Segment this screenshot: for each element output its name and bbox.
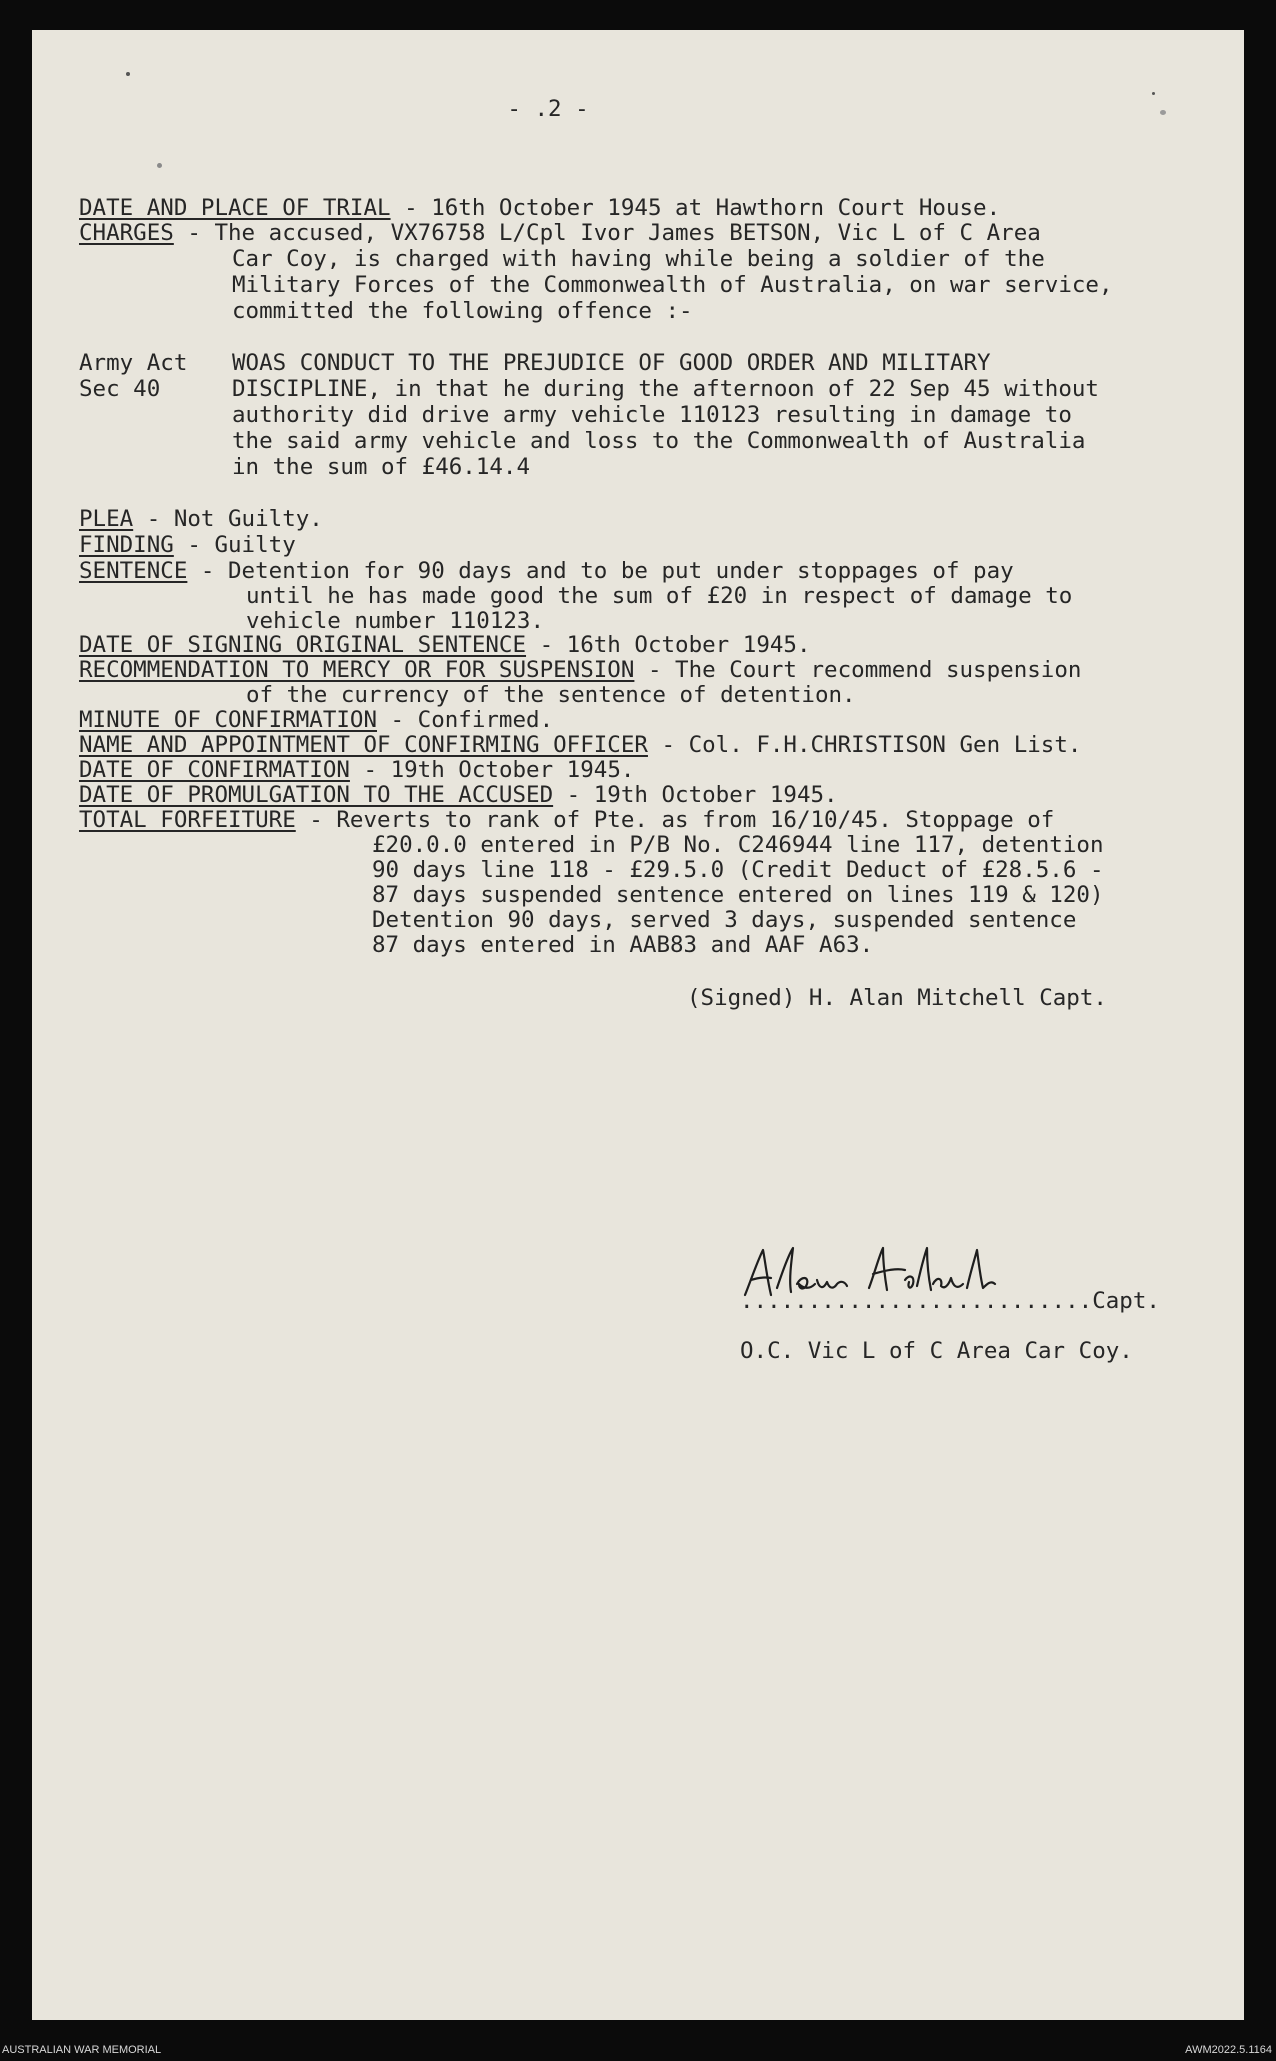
offence-line: in the sum of £46.14.4	[232, 454, 531, 480]
finding-row	[79, 532, 296, 558]
forfeiture-line: Detention 90 days, served 3 days, suspended sentence	[372, 907, 1077, 933]
signature-dots-capt: ..........................Capt.	[740, 1288, 1160, 1314]
recommendation-row	[79, 657, 1081, 683]
promulgation-row	[79, 782, 838, 808]
paper-speck	[1152, 92, 1155, 95]
army-act-label: Army Act	[79, 350, 188, 376]
paper-speck	[157, 163, 162, 168]
promulgation-text: - 19th October 1945.	[553, 782, 838, 808]
signing-text: - 16th October 1945.	[526, 632, 811, 658]
trial-label: DATE AND PLACE OF TRIAL	[79, 195, 391, 221]
offence-line: DISCIPLINE, in that he during the afternoon of 22 Sep 45 without	[232, 376, 1099, 402]
sentence-label: SENTENCE	[79, 558, 188, 584]
plea-label: PLEA	[79, 506, 134, 532]
trial-text: - 16th October 1945 at Hawthorn Court House.	[390, 195, 1001, 221]
finding-text: - Guilty	[173, 532, 296, 558]
finding-label: FINDING	[79, 532, 174, 558]
page-number: - .2 -	[507, 96, 589, 122]
signing-label: DATE OF SIGNING ORIGINAL SENTENCE	[79, 632, 527, 658]
plea-row	[79, 506, 323, 532]
confirming-officer-label: NAME AND APPOINTMENT OF CONFIRMING OFFICER	[79, 732, 648, 758]
forfeiture-row	[79, 807, 1054, 833]
section-label: Sec 40	[79, 376, 161, 402]
forfeiture-line: - Reverts to rank of Pte. as from 16/10/45. Stoppage of	[295, 807, 1055, 833]
sentence-line: vehicle number 110123.	[246, 608, 545, 634]
signature-title: O.C. Vic L of C Area Car Coy.	[740, 1338, 1133, 1364]
sentence-line: until he has made good the sum of £20 in respect of damage to	[246, 583, 1073, 609]
charges-line: Military Forces of the Commonwealth of Australia, on war service,	[232, 272, 1113, 298]
minute-row	[79, 707, 553, 733]
confirming-officer-row	[79, 732, 1081, 758]
trial-row	[79, 195, 1000, 221]
confirmation-date-label: DATE OF CONFIRMATION	[79, 757, 350, 783]
confirmation-date-text: - 19th October 1945.	[349, 757, 635, 783]
sentence-row	[79, 558, 1014, 584]
minute-text: - Confirmed.	[377, 707, 554, 733]
charges-row	[79, 220, 1041, 246]
footer-reference: AWM2022.5.1164	[1185, 2044, 1272, 2056]
recommendation-label: RECOMMENDATION TO MERCY OR FOR SUSPENSION	[79, 657, 635, 683]
offence-line: the said army vehicle and loss to the Commonwealth of Australia	[232, 428, 1086, 454]
plea-text: - Not Guilty.	[133, 506, 323, 532]
offence-line: WOAS CONDUCT TO THE PREJUDICE OF GOOD ORDER AND MILITARY	[232, 350, 991, 376]
forfeiture-line: 90 days line 118 - £29.5.0 (Credit Deduct of £28.5.6 -	[372, 857, 1104, 883]
forfeiture-line: 87 days suspended sentence entered on lines 119 & 120)	[372, 882, 1104, 908]
forfeiture-line: £20.0.0 entered in P/B No. C246944 line 117, detention	[372, 832, 1104, 858]
recommendation-line: - The Court recommend suspension	[634, 657, 1082, 683]
charges-line: committed the following offence :-	[232, 298, 693, 324]
charges-line: - The accused, VX76758 L/Cpl Ivor James BETSON, Vic L of C Area	[173, 220, 1041, 246]
offence-line: authority did drive army vehicle 110123 resulting in damage to	[232, 402, 1072, 428]
charges-label: CHARGES	[79, 220, 174, 246]
forfeiture-line: 87 days entered in AAB83 and AAF A63.	[372, 932, 874, 958]
sentence-line: - Detention for 90 days and to be put under stoppages of pay	[187, 558, 1014, 584]
forfeiture-label: TOTAL FORFEITURE	[79, 807, 296, 833]
minute-label: MINUTE OF CONFIRMATION	[79, 707, 378, 733]
signing-row	[79, 632, 811, 658]
footer-archive-name: AUSTRALIAN WAR MEMORIAL	[2, 2044, 162, 2056]
signed-line: (Signed) H. Alan Mitchell Capt.	[687, 985, 1107, 1011]
promulgation-label: DATE OF PROMULGATION TO THE ACCUSED	[79, 782, 554, 808]
paper-speck	[126, 72, 130, 76]
confirming-officer-text: - Col. F.H.CHRISTISON Gen List.	[647, 732, 1082, 758]
recommendation-line: of the currency of the sentence of detention.	[246, 682, 856, 708]
document-page	[32, 30, 1244, 2020]
charges-line: Car Coy, is charged with having while being a soldier of the	[232, 246, 1045, 272]
confirmation-date-row	[79, 757, 634, 783]
